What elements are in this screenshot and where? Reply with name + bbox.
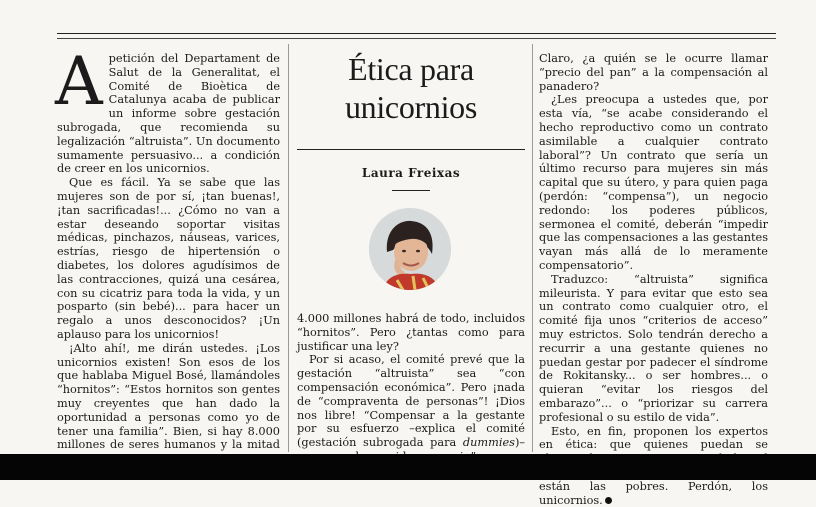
column-divider-left bbox=[288, 44, 289, 452]
headline-line-1: Ética para bbox=[348, 51, 474, 87]
author-byline: Laura Freixas bbox=[361, 166, 461, 180]
author-portrait bbox=[369, 208, 451, 290]
paragraph-3: ¡Alto ahí!, me dirán ustedes. ¡Los unicornios existen! Son esos de los que hablaba Miguel Bosé, llamándoles “hornitos”: “Estos hornitos son gentes muy creyentes que han dado la oportunidad a personas como yo de tener una familia”. Bien, si hay 8.000 millones de seres humanos y la mitad bbox=[57, 341, 280, 452]
paragraph-5-text-a: Por si acaso, el comité prevé que la gestación “altruista” sea “con compensación económica”. Pero ¡nada de “compraventa de personas”! ¡Dios nos libre! “Compensar a la gestante por su esfuerzo –explica el comité (gestación subrogada para bbox=[297, 353, 525, 450]
paragraph-8: Traduzco: “altruista” significa mileurista. Y para evitar que esto sea un contrato como cualquier otro, el comité fija unos “criterios de acceso” muy estrictos. Solo tendrán derecho a recurrir a una gestante quienes no puedan gestar por padecer el síndrome de Rokitansky... o ser hombres... o quieran “evitar los riesgos del embarazo”... o “priorizar su carrera profesional o su estilo de vida”. bbox=[539, 272, 768, 424]
paragraph-5-italic: dummies bbox=[462, 436, 515, 450]
paragraph-2: Que es fácil. Ya se sabe que las mujeres son de por sí, ¡tan buenas!, ¡tan sacrificadas!... ¿Cómo no van a estar deseando soportar visitas médicas, pinchazos, náuseas, varices, estrías, riesgo de hipertensión o diabetes, los dolores agudísimos de las contracciones, quizá una cesárea, con su cicatriz para toda la vida, y un posparto (sin bebé)... para hacer un regalo a unos desconocidos? ¡Un aplauso para los unicornios! bbox=[57, 176, 280, 341]
column-divider-right bbox=[532, 44, 533, 452]
column-left bbox=[55, 43, 280, 466]
paragraph-4: 4.000 millones habrá de todo, incluidos “hornitos”. Pero ¿tantas como para justificar una ley? bbox=[297, 312, 525, 353]
drop-cap: A bbox=[55, 43, 103, 120]
end-mark-icon bbox=[605, 497, 612, 504]
article-headline bbox=[297, 50, 525, 126]
top-rule bbox=[57, 33, 776, 34]
column-middle bbox=[297, 312, 525, 464]
bottom-black-bar bbox=[0, 454, 816, 480]
byline-rule bbox=[392, 190, 430, 191]
paragraph-1 bbox=[55, 43, 280, 176]
paragraph-7: ¿Les preocupa a ustedes que, por esta vía, “se acabe considerando el hecho reproductivo como un contrato asimilable a cualquier contrato laboral”? Un contrato que sería un último recurso para mujeres sin más capital que su útero, y para quien paga (perdón: “compensa”), un negocio redondo: los poderes públicos, sermonea el comité, deberán “impedir que las compensaciones a las gestantes vayan más allá de lo meramente compensatorio”. bbox=[539, 93, 768, 272]
top-rule-thin bbox=[57, 38, 776, 39]
headline-line-2: unicornios bbox=[344, 89, 478, 125]
paragraph-6: Claro, ¿a quién se le ocurre llamar “precio del pan” a la compensación al panadero? bbox=[539, 52, 768, 93]
portrait-illustration bbox=[369, 208, 451, 290]
paragraph-5-text-b: )– bbox=[514, 436, 525, 450]
paragraph-9-text: Esto, en fin, proponen los expertos en ética: que quienes puedan se están las pobres. Perdón, los unicornios. bbox=[539, 424, 768, 507]
column-right bbox=[539, 52, 768, 507]
headline-rule bbox=[297, 149, 525, 150]
paragraph-5 bbox=[297, 353, 525, 463]
paragraph-1-text: petición del Departament de Salut de la Generalitat, el Comité de Bioètica de Catalunya acaba de publicar un informe sobre gestación subrogada, que recomienda su legalización “altruista”. Un documento sumamente persuasivo... a condición de creer en los unicornios. bbox=[57, 52, 280, 176]
